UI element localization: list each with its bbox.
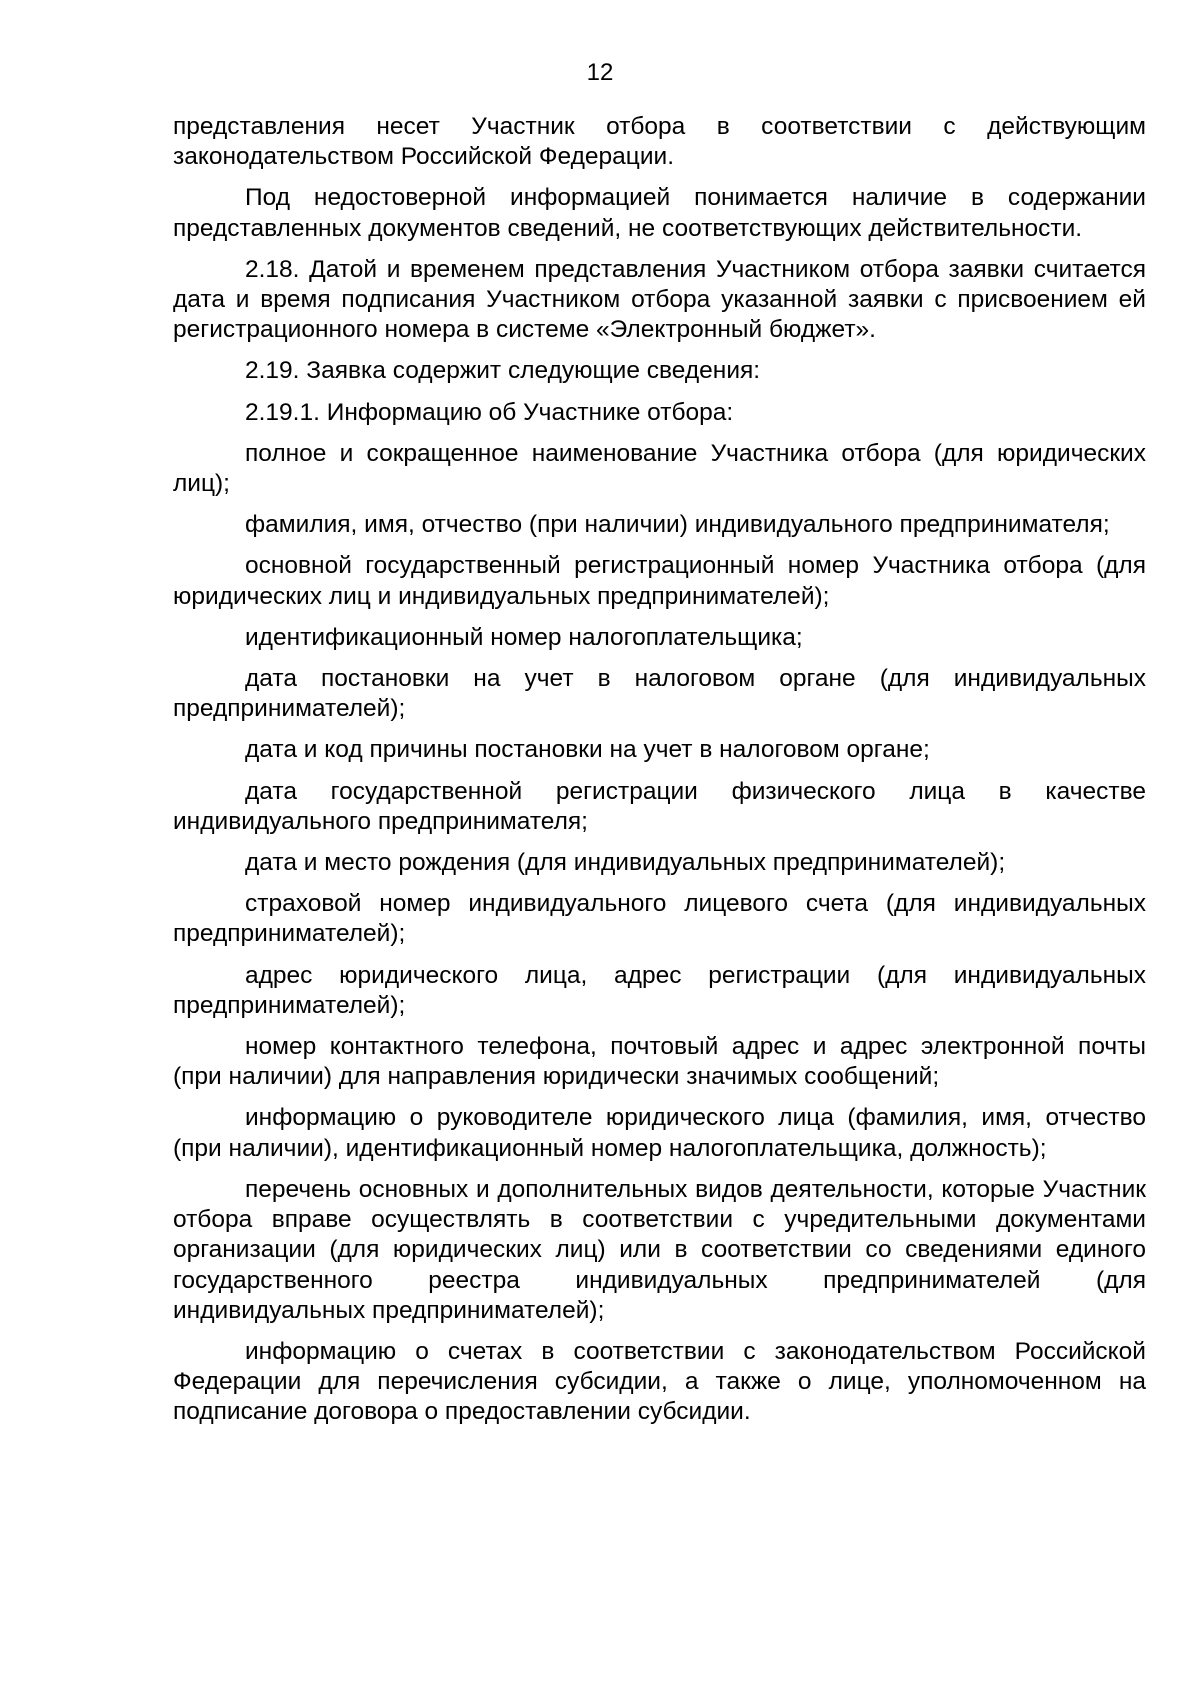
list-item-full-name: фамилия, имя, отчество (при наличии) индивидуального предпринимателя; [245,511,1110,539]
paragraph-continuation: представления несет Участник отбора в соответствии с действующим законодательством Российской Федерации. [173,113,1146,171]
list-item-ogrn: основной государственный регистрационный номер Участника отбора (для юридических лиц и индивидуальных предпринимателей); [173,552,1146,610]
list-item-contacts: номер контактного телефона, почтовый адрес и адрес электронной почты (при наличии) для направления юридически значимых сообщений; [173,1033,1146,1091]
paragraph-2-18: 2.18. Датой и временем представления Участником отбора заявки считается дата и время подписания Участником отбора указанной заявки с присвоением ей регистрационного номера в системе «Электронный бюджет». [173,255,1146,344]
document-body [173,112,1146,1439]
paragraph-2-19: 2.19. Заявка содержит следующие сведения: [245,357,761,385]
list-item-kpp: дата и код причины постановки на учет в налоговом органе; [245,736,930,764]
list-item-state-registration-date: дата государственной регистрации физического лица в качестве индивидуального предпринимателя; [173,777,1146,835]
list-item-birth: дата и место рождения (для индивидуальных предпринимателей); [245,849,1006,877]
list-item-address: адрес юридического лица, адрес регистрации (для индивидуальных предпринимателей); [173,961,1146,1019]
list-item-name: полное и сокращенное наименование Участника отбора (для юридических лиц); [173,439,1146,498]
page-number: 12 [586,59,614,86]
paragraph-2-19-1: 2.19.1. Информацию об Участнике отбора: [245,398,734,426]
list-item-accounts: информацию о счетах в соответствии с законодательством Российской Федерации для перечисления субсидии, а также о лице, уполномоченном на подписание договора о предоставлении субсидии. [173,1337,1146,1426]
list-item-snils: страховой номер индивидуального лицевого счета (для индивидуальных предпринимателей); [173,890,1146,948]
paragraph-unreliable-info: Под недостоверной информацией понимается наличие в содержании представленных документов сведений, не соответствующих действительности. [173,184,1146,242]
list-item-head-info: информацию о руководителе юридического лица (фамилия, имя, отчество (при наличии), идентификационный номер налогоплательщика, должность); [173,1104,1146,1162]
list-item-activities: перечень основных и дополнительных видов деятельности, которые Участник отбора вправе осуществлять в соответствии с учредительными документами организации (для юридических лиц) или в соответствии со сведениями единого государственного реестра индивидуальных предпринимателей (для индивидуальных предпринимателей); [173,1175,1146,1324]
list-item-tax-registration-date: дата постановки на учет в налоговом органе (для индивидуальных предпринимателей); [173,665,1146,723]
list-item-inn: идентификационный номер налогоплательщика; [245,623,803,651]
